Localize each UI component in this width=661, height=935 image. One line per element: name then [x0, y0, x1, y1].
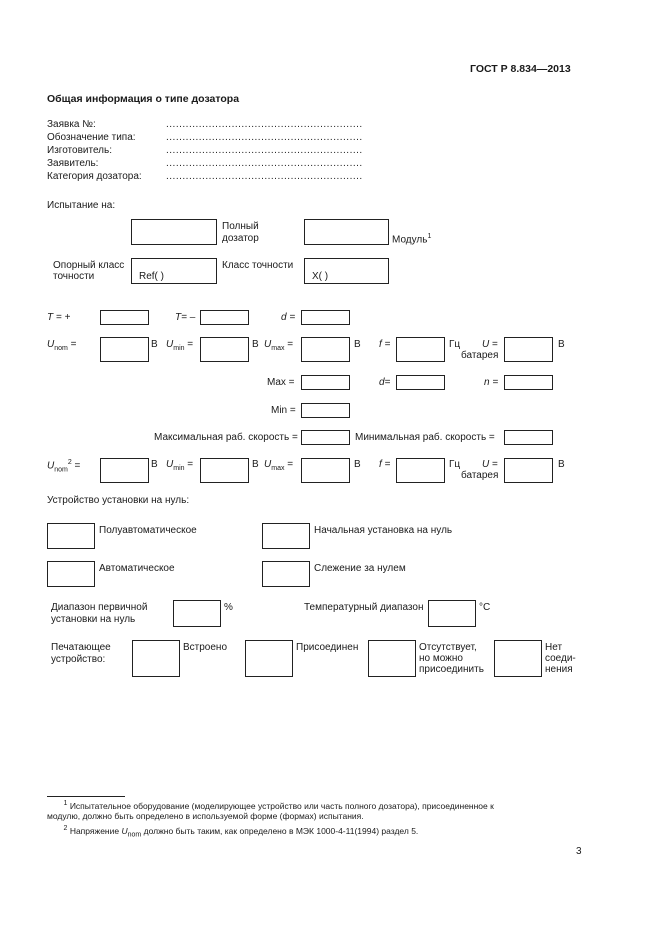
max-speed-label: Максимальная раб. скорость = [154, 432, 298, 443]
auto-checkbox[interactable] [47, 561, 95, 587]
full-doser-label-2: дозатор [222, 233, 259, 244]
page-number: 3 [576, 846, 582, 857]
min-speed-label: Минимальная раб. скорость = [355, 432, 495, 443]
hz-unit: Гц [449, 339, 461, 350]
application-label: Заявка №: [47, 119, 96, 130]
ubat2-unit: В [558, 459, 565, 470]
printer-label-2: устройство: [51, 654, 106, 665]
min-label: Min = [271, 405, 296, 416]
module-checkbox[interactable] [304, 219, 389, 245]
n-field[interactable] [504, 375, 553, 390]
accuracy-class-value: X( ) [312, 271, 329, 282]
type-designation-value[interactable]: ............................................................ [166, 132, 363, 143]
footnote-1: $^1$ Испытательное оборудование (моделирующее устройство или часть полного дозатора), присоединенное к [63, 800, 494, 811]
initial-zero-checkbox[interactable] [262, 523, 310, 549]
t-plus-label: T = + [47, 312, 71, 323]
f2-label: f = [379, 459, 391, 470]
ref-class-value: Ref( ) [139, 271, 164, 282]
full-doser-label-1: Полный [222, 221, 259, 232]
umax-label: $U_{max}$ = [264, 339, 294, 352]
f-field[interactable] [396, 337, 445, 362]
ubat2-label: U = [482, 459, 498, 470]
f2-field[interactable] [396, 458, 445, 483]
application-value[interactable]: ............................................................ [166, 119, 363, 130]
category-value[interactable]: ............................................................ [166, 171, 363, 182]
manufacturer-value[interactable]: ............................................................ [166, 145, 363, 156]
zero-range-label-2: установки на нуль [51, 614, 136, 625]
built-in-label: Встроено [183, 642, 228, 653]
umin-unit: В [252, 339, 259, 350]
umin2-field[interactable] [200, 458, 249, 483]
celsius-unit: °C [479, 602, 491, 613]
umin2-unit: В [252, 459, 259, 470]
no-connection-label-1: Нет [545, 642, 563, 653]
zero-range-label-1: Диапазон первичной [51, 602, 148, 613]
accuracy-class-label: Класс точности [222, 260, 294, 271]
connected-checkbox[interactable] [245, 640, 293, 677]
unom2-field[interactable] [100, 458, 149, 483]
manufacturer-label: Изготовитель: [47, 145, 112, 156]
test-heading: Испытание на: [47, 200, 116, 211]
zero-heading: Устройство установки на нуль: [47, 495, 190, 506]
ubat-unit: В [558, 339, 565, 350]
absent-label-1: Отсутствует, [419, 642, 477, 653]
accuracy-class-field[interactable] [304, 258, 389, 284]
f-label: f = [379, 339, 391, 350]
percent-unit: % [224, 602, 233, 613]
d2-field[interactable] [396, 375, 445, 390]
footnote-divider [47, 796, 125, 797]
temp-range-field[interactable] [428, 600, 476, 627]
page-title: Общая информация о типе дозатора [47, 93, 240, 105]
t-minus-field[interactable] [200, 310, 249, 325]
hz2-unit: Гц [449, 459, 461, 470]
no-connection-label-2: соеди- [545, 653, 576, 664]
initial-zero-label: Начальная установка на нуль [314, 525, 453, 536]
d-field[interactable] [301, 310, 350, 325]
document-code: ГОСТ Р 8.834—2013 [470, 63, 571, 75]
battery-label: батарея [461, 350, 499, 361]
unom-field[interactable] [100, 337, 149, 362]
auto-label: Автоматическое [99, 563, 175, 574]
d2-label: d= [379, 377, 391, 388]
umax2-label: $U_{max}$ = [264, 459, 294, 472]
zero-tracking-label: Слежение за нулем [314, 563, 406, 574]
ubat-field[interactable] [504, 337, 553, 362]
unom-label: $U_{nom}$ = [47, 339, 77, 352]
category-label: Категория дозатора: [47, 171, 142, 182]
min-speed-field[interactable] [504, 430, 553, 445]
umax2-field[interactable] [301, 458, 350, 483]
footnote-2: $^2$ Напряжение $U_{nom}$ должно быть таким, как определено в МЭК 1000-4-11(1994) раздел 5. [63, 825, 419, 839]
temp-range-label: Температурный диапазон [304, 602, 424, 613]
d-label: d = [281, 312, 296, 323]
absent-checkbox[interactable] [368, 640, 416, 677]
ref-class-label-1: Опорный класс [53, 260, 125, 271]
umin2-label: $U_{min}$ = [166, 459, 194, 472]
max-label: Max = [267, 377, 295, 388]
unom-unit: В [151, 339, 158, 350]
umax2-unit: В [354, 459, 361, 470]
full-doser-checkbox[interactable] [131, 219, 217, 245]
semi-auto-label: Полуавтоматическое [99, 525, 197, 536]
umin-label: $U_{min}$ = [166, 339, 194, 352]
t-minus-label: T= – [175, 312, 196, 323]
no-connection-checkbox[interactable] [494, 640, 542, 677]
min-field[interactable] [301, 403, 350, 418]
unom2-unit: В [151, 459, 158, 470]
printer-label-1: Печатающее [51, 642, 111, 653]
connected-label: Присоединен [296, 642, 359, 653]
footnote-1-cont: модулю, должно быть определено в используемой форме (формах) испытания. [47, 811, 364, 821]
ref-class-field[interactable] [131, 258, 217, 284]
n-label: n = [484, 377, 499, 388]
max-speed-field[interactable] [301, 430, 350, 445]
zero-tracking-checkbox[interactable] [262, 561, 310, 587]
applicant-value[interactable]: ............................................................ [166, 158, 363, 169]
absent-label-2: но можно [419, 653, 463, 664]
no-connection-label-3: нения [545, 664, 573, 675]
battery2-label: батарея [461, 470, 499, 481]
semi-auto-checkbox[interactable] [47, 523, 95, 549]
applicant-label: Заявитель: [47, 158, 99, 169]
max-field[interactable] [301, 375, 350, 390]
umin-field[interactable] [200, 337, 249, 362]
t-plus-field[interactable] [100, 310, 149, 325]
module-label: Модуль$^1$ [392, 233, 432, 246]
type-designation-label: Обозначение типа: [47, 132, 136, 143]
ubat2-field[interactable] [504, 458, 553, 483]
built-in-checkbox[interactable] [132, 640, 180, 677]
zero-range-field[interactable] [173, 600, 221, 627]
ref-class-label-2: точности [53, 271, 95, 282]
unom2-label: $U_{nom}^2$ = [47, 459, 81, 474]
absent-label-3: присоединить [419, 664, 484, 675]
umax-unit: В [354, 339, 361, 350]
umax-field[interactable] [301, 337, 350, 362]
ubat-label: U = [482, 339, 498, 350]
